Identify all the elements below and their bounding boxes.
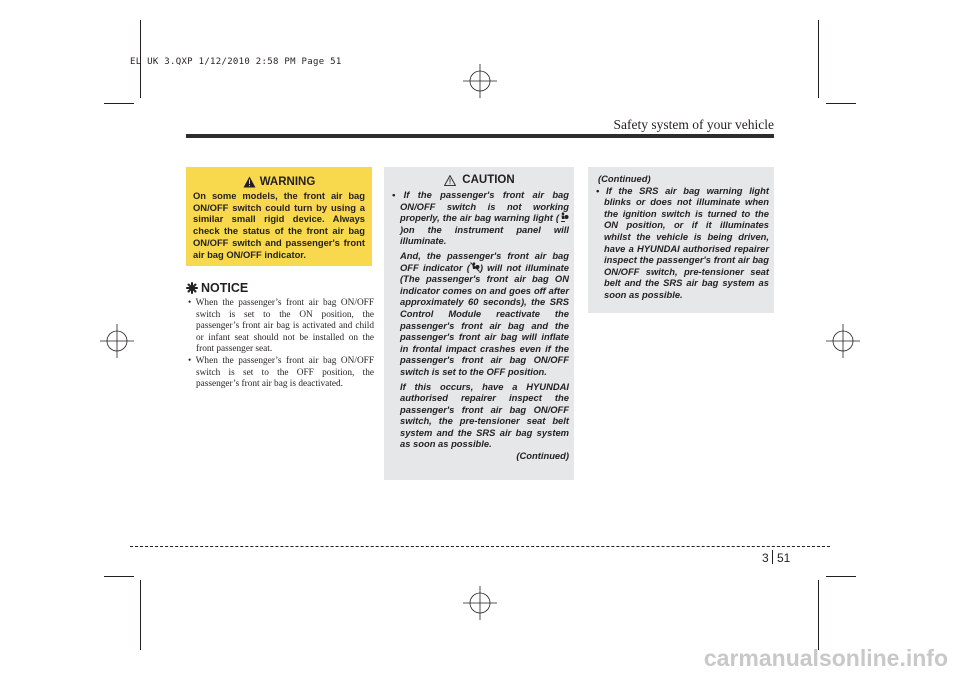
notice-star-icon [186,282,198,294]
registration-mark-icon [100,324,134,358]
crop-mark [104,576,134,577]
caution-text: ) will not illuminate (The passenger's front air bag ON indicator comes on and goes off after approximately 60 seconds), the SRS Control Module reactivate the passenger's front air bag and the passenger's front air bag will inflate in frontal impact crashes even if the passenger's front air bag ON/OFF switch is set to the OFF position. [400,261,570,377]
caution-body [390,189,569,462]
airbag-off-icon [470,262,480,272]
page-number: 51 [777,551,791,565]
warning-text: On some models, the front air bag ON/OFF switch could turn by using a similar small rigid device. Always check the status of the front air bag ON/OFF switch and passenger's front air bag ON/OFF indicator. [193,190,365,260]
footer-rule [130,546,830,547]
caution-body [594,173,769,301]
watermark: carmanualsonline.info [703,645,948,671]
notice-item-text: When the passenger’s front air bag ON/OFF switch is set to the OFF position, the passenger’s front air bag is deactivated. [195,355,374,390]
registration-mark-icon [463,586,497,620]
list-item: • When the passenger’s front air bag ON/OFF switch is set to the ON position, the passenger’s front air bag is activated and child or infant seat should not be installed on the front passenger seat. [188,298,374,355]
caution-box [384,167,574,480]
crop-mark [104,103,134,104]
crop-mark [818,580,819,650]
airbag-warning-icon [559,212,569,222]
caution-title: CAUTION [462,174,515,186]
caution-paragraph: If this occurs, have a HYUNDAI authorised repairer inspect the passenger's front air bag ON/OFF switch, the pre-tensioner seat belt system and the SRS air bag system as soon as possible. [400,380,569,450]
crop-mark [818,20,819,98]
crop-mark [826,103,856,104]
continued-label: (Continued) [516,450,569,462]
continued-label: (Continued) [598,173,651,184]
caution-text: And, the passenger's front air bag OFF indicator ( [400,249,569,273]
crop-mark [826,576,856,577]
header-rule [186,134,774,138]
warning-box [186,167,372,266]
caution-bullet: • If the passenger's front air bag ON/OFF switch is not working properly, the air bag warning light ()on the instrument panel will illuminate. [392,189,569,247]
caution-text: If the SRS air bag warning light blinks or does not illuminate when the ignition switch is turned to the ON position, or if it illuminates whilst the vehicle is being driven, have a HYUNDAI authorised repairer inspect the passenger's front air bag ON/OFF switch, pre-tensioner seat belt and the SRS air bag system as soon as possible. [604,184,769,300]
page-header-title: Safety system of your vehicle [613,117,774,132]
section-number: 3 [762,551,769,565]
caution-bullet: • If the SRS air bag warning light blinks or does not illuminate when the ignition switch is turned to the ON position, or if it illuminates whilst the vehicle is being driven, have a HYUNDAI authorised repairer inspect the passenger's front air bag ON/OFF switch, pre-tensioner seat belt and the SRS air bag system as soon as possible. [596,184,769,300]
caution-text: )on the instrument panel will illuminate. [400,223,569,247]
notice-list [186,298,374,391]
caution-heading [390,174,569,186]
caution-box-continued [588,167,774,313]
registration-mark-icon [463,64,497,98]
page-separator [772,550,773,564]
crop-mark [140,580,141,650]
list-item: • When the passenger’s front air bag ON/OFF switch is set to the OFF position, the passenger’s front air bag is deactivated. [188,355,374,390]
warning-title: WARNING [259,176,316,188]
caution-paragraph [390,250,569,378]
notice-title: NOTICE [201,281,249,295]
warning-triangle-icon [243,176,256,188]
registration-mark-icon [826,324,860,358]
print-slug: EL UK 3.QXP 1/12/2010 2:58 PM Page 51 [130,57,342,67]
caution-triangle-icon [444,175,456,186]
caution-text: If the passenger's front air bag ON/OFF switch is not working properly, the air bag warning light ( [400,189,569,224]
notice-item-text: When the passenger’s front air bag ON/OFF switch is set to the ON position, the passenger’s front air bag is activated and child or infant seat should not be installed on the front passenger seat. [195,298,374,355]
notice-heading [186,281,248,295]
warning-heading [193,176,365,188]
